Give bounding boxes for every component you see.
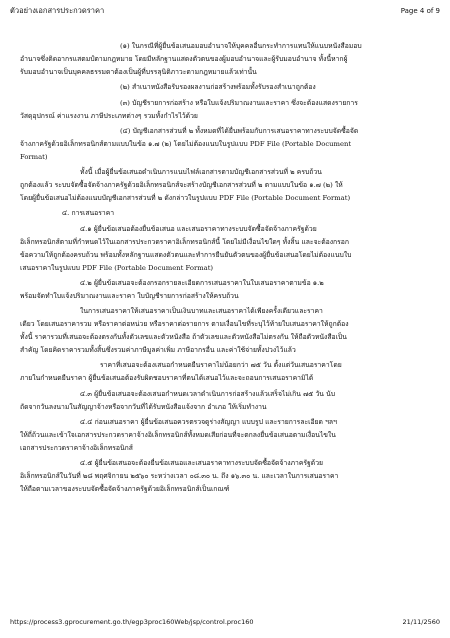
paragraph: [20, 223, 432, 275]
paragraph: [20, 416, 432, 455]
text-line: โดยผู้ยื่นข้อเสนอไม่ต้องแนบบัญชีเอกสารส่วนที่ ๒ ดังกล่าวในรูปแบบ PDF File (Portable Document Format): [20, 193, 351, 202]
text-line: ในการเสนอราคาให้เสนอราคาเป็นเงินบาทและเสนอราคาได้เพียงครั้งเดียวและราคา: [80, 307, 323, 316]
text-line: ๔.๔ ก่อนเสนอราคา ผู้ยื่นข้อเสนอควรตรวจดูร่างสัญญา แบบรูป และรายการละเอียด ฯลฯ: [80, 417, 337, 426]
text-line: ทั้งนี้ ราคารวมที่เสนอจะต้องตรงกันทั้งตัวเลขและตัวหนังสือ ถ้าตัวเลขและตัวหนังสือไม่ตรงกัน ให้ถือตัวหนังสือเป็น: [20, 333, 347, 342]
document-title: ตัวอย่างเอกสารประกวดราคา: [10, 6, 105, 15]
text-line: สำคัญ โดยคิดราคารวมทั้งสิ้นซึ่งรวมค่าภาษีมูลค่าเพิ่ม ภาษีอากรอื่น และค่าใช้จ่ายทั้งปวงไว้แล้ว: [20, 345, 296, 354]
text-line: (๑) ในกรณีที่ผู้ยื่นข้อเสนอมอบอำนาจให้บุคคลอื่นกระทำการแทนให้แนบหนังสือมอบ: [120, 42, 362, 50]
text-line: เสนอราคาในรูปแบบ PDF File (Portable Document Format): [20, 263, 214, 272]
text-line: ถูกต้องแล้ว ระบบจัดซื้อจัดจ้างภาครัฐด้วยอิเล็กทรอนิกส์จะสร้างบัญชีเอกสารส่วนที่ ๒ ตามแบบในข้อ ๑.๗ (๒) ให้: [20, 181, 343, 190]
text-line: เดียว โดยเสนอราคารวม หรือราคาต่อหน่วย หรือราคาต่อรายการ ตามเงื่อนไขที่ระบุไว้ท้ายใบเสนอราคาให้ถูกต้อง: [20, 320, 349, 329]
page-footer: [10, 616, 440, 628]
text-line: จ้างภาครัฐด้วยอิเล็กทรอนิกส์ตามแบบในข้อ ๑.๗ (๒) โดยไม่ต้องแนบในรูปแบบ PDF File (Portable Document: [20, 139, 352, 148]
footer-date: 21/11/2560: [402, 618, 440, 626]
paragraph: [20, 207, 432, 220]
text-line: ๔.๓ ผู้ยื่นข้อเสนอจะต้องเสนอกำหนดเวลาดำเนินการก่อสร้างแล้วเสร็จไม่เกิน ๗๕ วัน นับ: [80, 389, 336, 398]
paragraph: [20, 359, 432, 385]
text-line: พร้อมจัดทำใบแจ้งปริมาณงานและราคา ใบบัญชีรายการก่อสร้างให้ครบถ้วน: [20, 291, 239, 300]
text-line: ให้ถี่ถ้วนและเข้าใจเอกสารประกวดราคาจ้างอิเล็กทรอนิกส์ทั้งหมดเสียก่อนที่จะตกลงยื่นข้อเสนอตามเงื่อนไขใน: [20, 430, 336, 439]
text-line: อำนาจซึ่งติดอากรแสตมป์ตามกฎหมาย โดยมีหลักฐานแสดงตัวตนของผู้มอบอำนาจและผู้รับมอบอำนาจ ทั้งนี้หากผู้: [20, 54, 348, 63]
text-line: ให้ถือตามเวลาของระบบจัดซื้อจัดจ้างภาครัฐด้วยอิเล็กทรอนิกส์เป็นเกณฑ์: [20, 485, 230, 493]
text-line: (๓) บัญชีรายการก่อสร้าง หรือใบแจ้งปริมาณงานและราคา ซึ่งจะต้องแสดงรายการ: [120, 98, 358, 107]
text-line: (๒) สำเนาหนังสือรับรองผลงานก่อสร้างพร้อมทั้งรับรองสำเนาถูกต้อง: [120, 83, 316, 92]
text-line: ๔. การเสนอราคา: [62, 209, 115, 218]
text-line: ทั้งนี้ เมื่อผู้ยื่นข้อเสนอดำเนินการแนบไฟล์เอกสารตามบัญชีเอกสารส่วนที่ ๒ ครบถ้วน: [80, 168, 322, 177]
text-line: ข้อความให้ถูกต้องครบถ้วน พร้อมทั้งหลักฐานแสดงตัวตนและทำการยืนยันตัวตนของผู้ยื่นข้อเสนอโดยไม่ต้องแนบใบ: [20, 250, 352, 259]
paragraph: [20, 81, 432, 94]
text-line: Format): [20, 152, 48, 161]
paragraph: [20, 125, 432, 164]
text-line: เอกสารประกวดราคาจ้างอิเล็กทรอนิกส์: [20, 443, 133, 452]
text-line: วัสดุอุปกรณ์ ค่าแรงงาน ภาษีประเภทต่างๆ รวมทั้งกำไรไว้ด้วย: [20, 111, 198, 120]
paragraph: [20, 388, 432, 414]
text-line: อิเล็กทรอนิกส์ตามที่กำหนดไว้ในเอกสารประกวดราคาอิเล็กทรอนิกส์นี้ โดยไม่มีเงื่อนไขใดๆ ทั้งสิ้น และจะต้องกรอก: [20, 237, 349, 246]
footer-url: https://process3.gprocurement.go.th/egp3proc160Web/jsp/control.proc160: [10, 618, 254, 626]
paragraph: [20, 97, 432, 123]
text-line: ๔.๑ ผู้ยื่นข้อเสนอต้องยื่นข้อเสนอ และเสนอราคาทางระบบจัดซื้อจัดจ้างภาครัฐด้วย: [80, 224, 317, 233]
paragraph: [20, 277, 432, 303]
text-line: ภายในกำหนดยืนราคา ผู้ยื่นข้อเสนอต้องรับผิดชอบราคาที่ตนได้เสนอไว้และจะถอนการเสนอราคามิได้: [20, 374, 314, 383]
text-line: อิเล็กทรอนิกส์ในวันที่ ๒๘ พฤศจิกายน ๒๕๖๐ ระหว่างเวลา ๐๘.๓๐ น. ถึง ๑๖.๓๐ น. และเวลาในการเสนอราคา: [20, 472, 339, 481]
paragraph: [20, 40, 432, 79]
text-line: ๔.๒ ผู้ยื่นข้อเสนอจะต้องกรอกรายละเอียดการเสนอราคาในใบเสนอราคาตามข้อ ๑.๒: [80, 278, 324, 287]
text-line: ๔.๕ ผู้ยื่นข้อเสนอจะต้องยื่นข้อเสนอและเสนอราคาทางระบบจัดซื้อจัดจ้างภาครัฐด้วย: [80, 459, 323, 468]
page-number: Page 4 of 9: [400, 7, 440, 15]
paragraph: [20, 457, 432, 496]
page-header: [10, 4, 440, 18]
paragraph: [20, 166, 432, 205]
text-line: ถัดจากวันลงนามในสัญญาจ้างหรือจากวันที่ได้รับหนังสือแจ้งจาก อำเภอ ให้เริ่มทำงาน: [20, 402, 267, 411]
paragraph: [20, 305, 432, 357]
text-line: ราคาที่เสนอจะต้องเสนอกำหนดยืนราคาไม่น้อยกว่า ๗๕ วัน ตั้งแต่วันเสนอราคาโดย: [100, 361, 342, 370]
document-body: [20, 40, 432, 498]
text-line: รับมอบอำนาจเป็นบุคคลธรรมดาต้องเป็นผู้ที่บรรลุนิติภาวะตามกฎหมายแล้วเท่านั้น: [20, 67, 257, 76]
text-line: (๔) บัญชีเอกสารส่วนที่ ๒ ทั้งหมดที่ได้ยื่นพร้อมกับการเสนอราคาทางระบบจัดซื้อจัด: [120, 126, 359, 135]
